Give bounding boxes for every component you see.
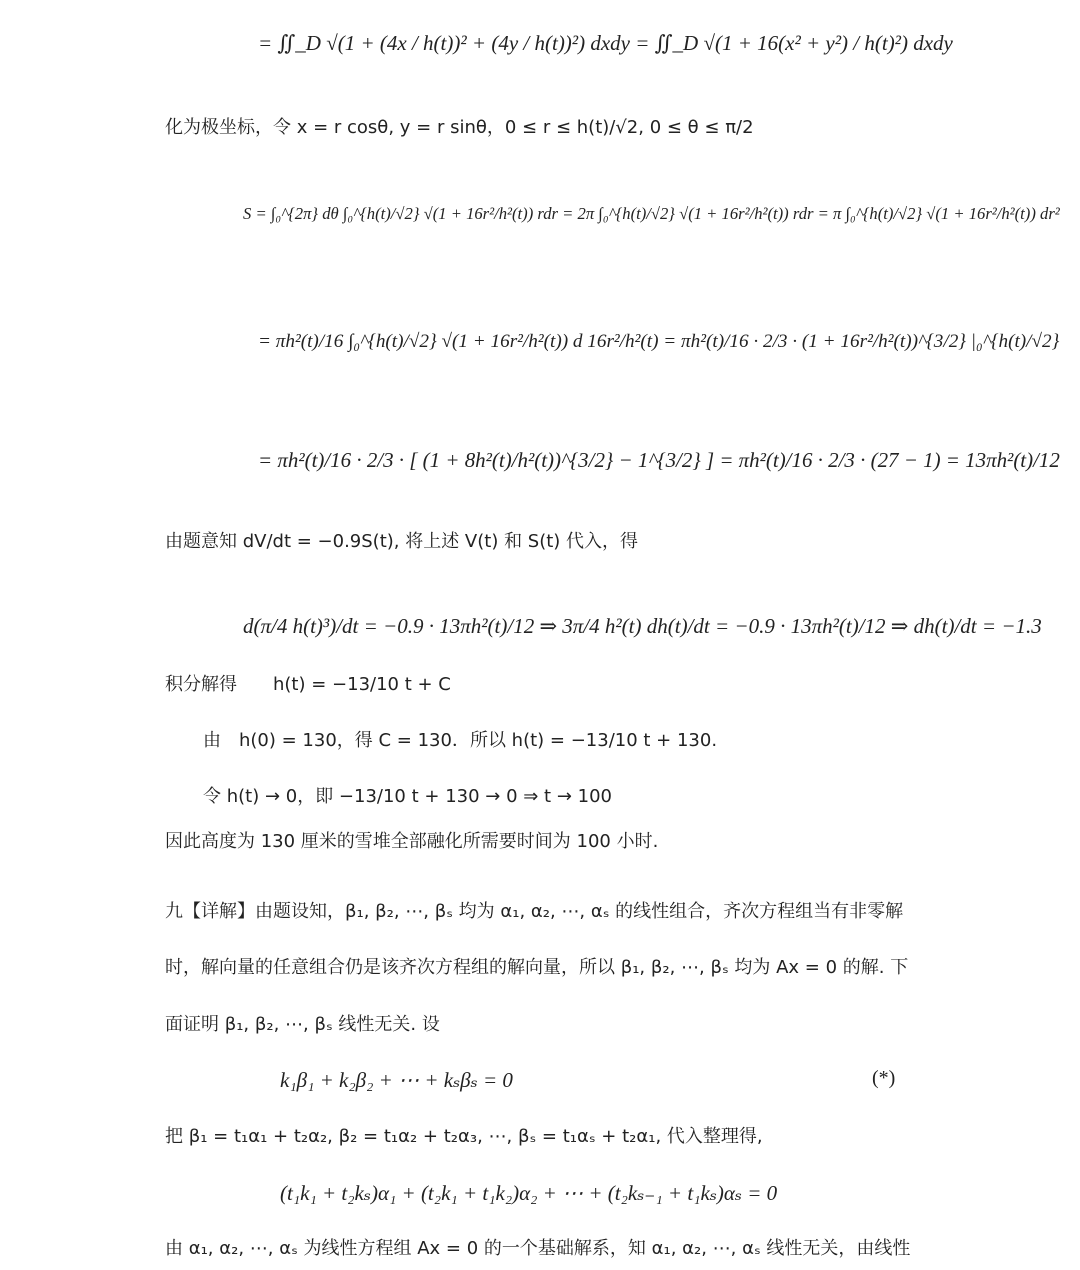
text-part-nine-intro: 九【详解】由题设知，β₁, β₂, ⋯, βₛ 均为 α₁, α₂, ⋯, αₛ 的线性组合，齐次方程组当有非零解 <box>165 901 904 922</box>
equation-differential: d(π/4 h(t)³)/dt = −0.9 · 13πh²(t)/12 ⇒ 3π/4 h²(t) dh(t)/dt = −0.9 · 13πh²(t)/12 ⇒ dh(t)/dt = −1.3 <box>243 614 1042 638</box>
text-part-nine-line3: 面证明 β₁, β₂, ⋯, βₛ 线性无关. 设 <box>165 1014 440 1035</box>
text-basis-statement: 由 α₁, α₂, ⋯, αₛ 为线性方程组 Ax = 0 的一个基础解系，知 α₁, α₂, ⋯, αₛ 线性无关，由线性 <box>165 1238 911 1259</box>
text-integration-result: 积分解得 h(t) = −13/10 t + C <box>165 674 451 695</box>
text-initial-condition: 由 h(0) = 130，得 C = 130．所以 h(t) = −13/10 t + 130. <box>203 730 718 751</box>
equation-tag: (*) <box>872 1067 896 1089</box>
text-problem-condition: 由题意知 dV/dt = −0.9S(t), 将上述 V(t) 和 S(t) 代入，得 <box>165 531 639 552</box>
text-conclusion: 因此高度为 130 厘米的雪堆全部融化所需要时间为 100 小时. <box>165 831 659 852</box>
equation-area-step2: = πh²(t)/16 ∫₀^{h(t)/√2} √(1 + 16r²/h²(t)) d 16r²/h²(t) = πh²(t)/16 · 2/3 · (1 + 16r²/h²(t))^{3/2} |₀^{h(t)/√2} <box>258 331 1060 352</box>
equation-surface-integral: = ∬_D √(1 + (4x / h(t))² + (4y / h(t))²) dxdy = ∬_D √(1 + 16(x² + y²) / h(t)²) dxdy <box>258 31 953 55</box>
equation-area-result: = πh²(t)/16 · 2/3 · [ (1 + 8h²(t)/h²(t))^{3/2} − 1^{3/2} ] = πh²(t)/16 · 2/3 · (27 − 1) = 13πh²(t)/12 <box>258 448 1060 472</box>
text-part-nine-line2: 时，解向量的任意组合仍是该齐次方程组的解向量，所以 β₁, β₂, ⋯, βₛ 均为 Ax = 0 的解. 下 <box>165 957 909 978</box>
text-limit: 令 h(t) → 0，即 −13/10 t + 130 → 0 ⇒ t → 100 <box>203 786 612 807</box>
text-polar-coordinates: 化为极坐标，令 x = r cosθ, y = r sinθ，0 ≤ r ≤ h(t)/√2, 0 ≤ θ ≤ π/2 <box>165 117 754 138</box>
equation-linear-combination: k₁β₁ + k₂β₂ + ⋯ + kₛβₛ = 0 <box>280 1068 513 1092</box>
equation-area-S: S = ∫₀^{2π} dθ ∫₀^{h(t)/√2} √(1 + 16r²/h²(t)) rdr = 2π ∫₀^{h(t)/√2} √(1 + 16r²/h²(t)) rdr = π ∫₀^{h(t)/√2} √(1 + 16r²/h²(t)) dr² <box>243 204 1060 223</box>
equation-expanded: (t₁k₁ + t₂kₛ)α₁ + (t₂k₁ + t₁k₂)α₂ + ⋯ + (t₂kₛ₋₁ + t₁kₛ)αₛ = 0 <box>280 1181 778 1205</box>
text-substitution: 把 β₁ = t₁α₁ + t₂α₂, β₂ = t₁α₂ + t₂α₃, ⋯, βₛ = t₁αₛ + t₂α₁, 代入整理得, <box>165 1126 763 1147</box>
